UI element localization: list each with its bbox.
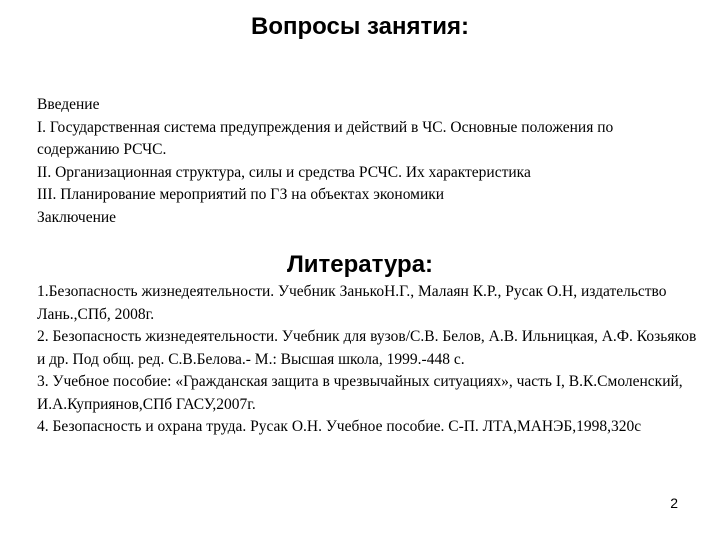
- page-number: 2: [670, 495, 678, 511]
- literature-item-2: 2. Безопасность жизнедеятельности. Учебник для вузов/С.В. Белов, А.В. Ильницкая, А.Ф. Козьяков и др. Под общ. ред. С.В.Белова.- М.: Высшая школа, 1999.-448 с.: [37, 328, 697, 368]
- questions-list: [37, 94, 697, 229]
- question-item-conclusion: Заключение: [37, 208, 117, 226]
- question-item-3: III. Планирование мероприятий по ГЗ на объектах экономики: [37, 186, 445, 203]
- literature-item-3: 3. Учебное пособие: «Гражданская защита в чрезвычайных ситуациях», часть I, В.К.Смоленский, И.А.Куприянов,СПб ГАСУ,2007г.: [37, 373, 683, 413]
- literature-title: Литература:: [286, 251, 434, 278]
- literature-item-1: 1.Безопасность жизнедеятельности. Учебник ЗанькоН.Г., Малаян К.Р., Русак О.Н, издательство Лань.,СПб, 2008г.: [37, 283, 667, 323]
- literature-item-4: 4. Безопасность и охрана труда. Русак О.Н. Учебное пособие. С-П. ЛТА,МАНЭБ,1998,320с: [37, 418, 642, 435]
- question-item-intro: Введение: [37, 96, 100, 113]
- question-item-2: II. Организационная структура, силы и средства РСЧС. Их характеристика: [37, 163, 531, 181]
- question-item-1: I. Государственная система предупреждения и действий в ЧС. Основные положения по содержанию РСЧС.: [37, 118, 614, 158]
- literature-list: [37, 281, 697, 439]
- slide-title: Вопросы занятия:: [251, 13, 469, 40]
